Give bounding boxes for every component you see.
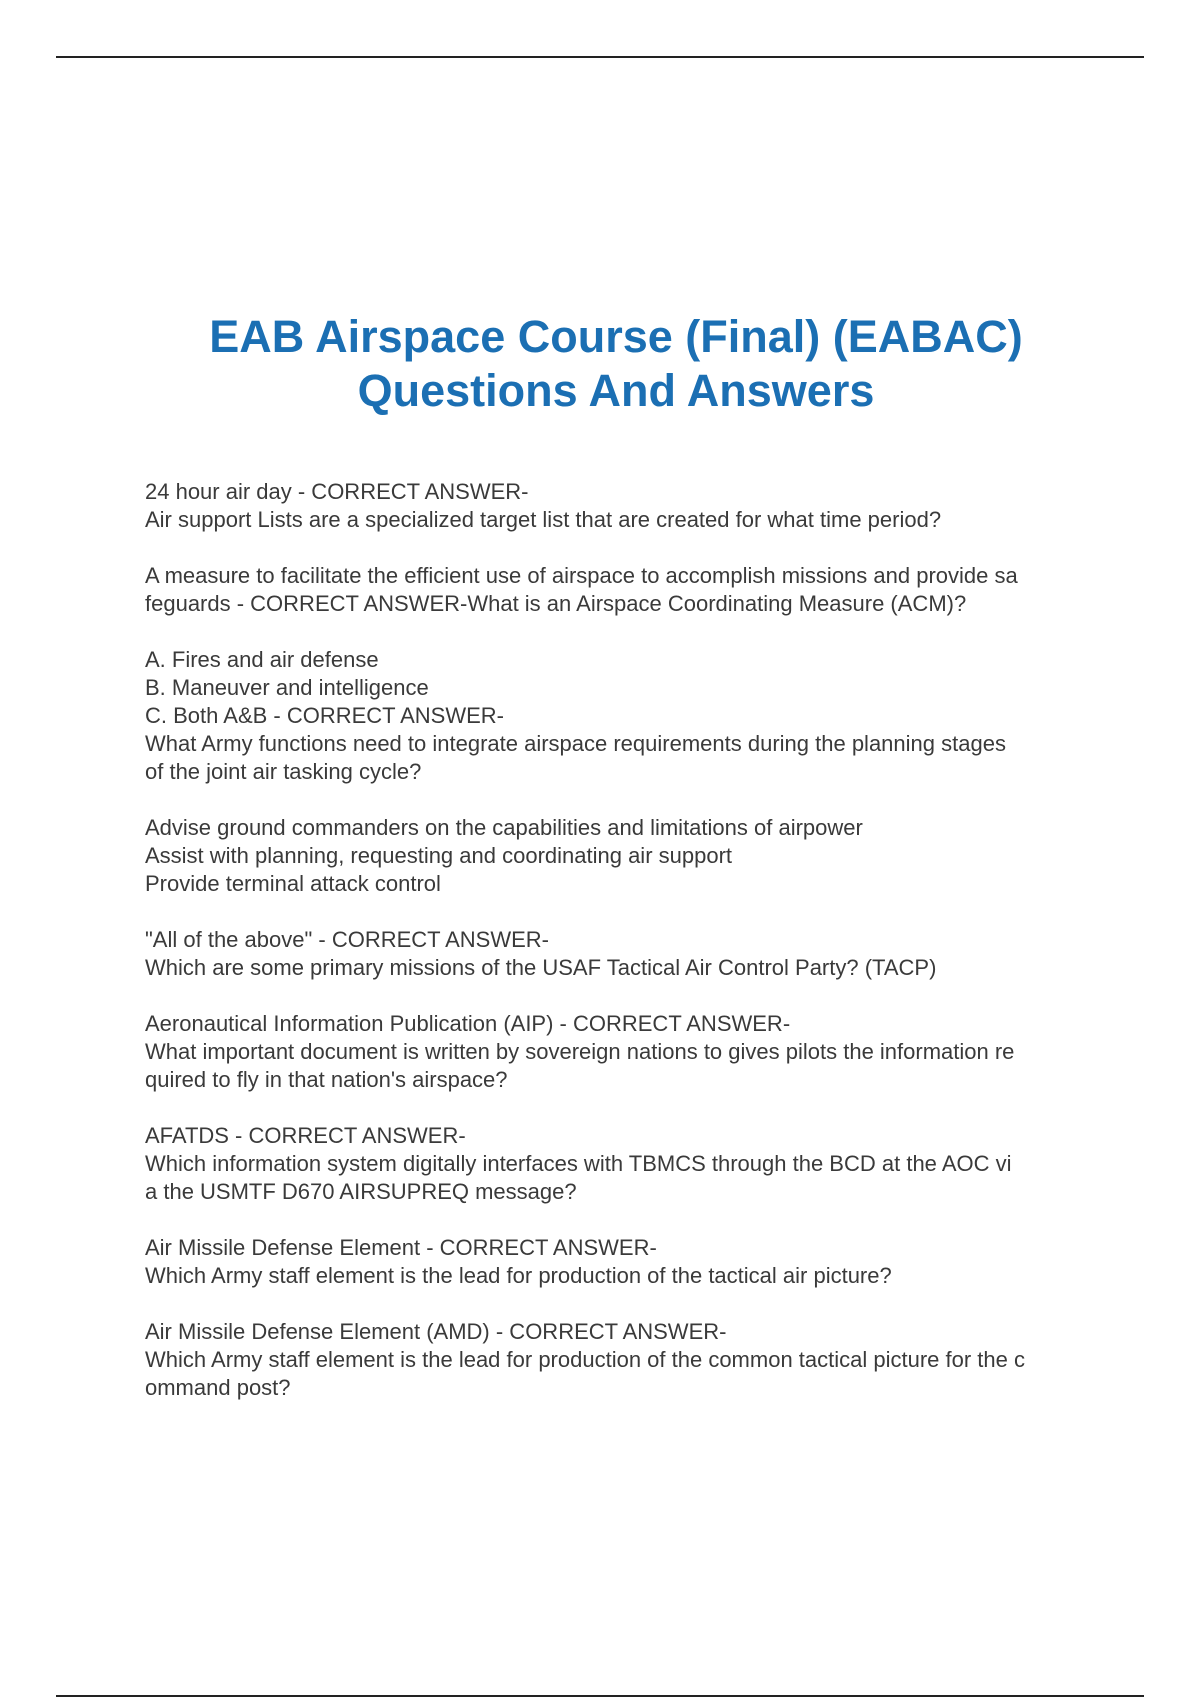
qa-line: Aeronautical Information Publication (AIP) - CORRECT ANSWER- [145, 1011, 791, 1036]
qa-line: B. Maneuver and intelligence [145, 675, 429, 700]
document-title [0, 310, 1200, 418]
qa-entry [145, 814, 1090, 898]
qa-line: Assist with planning, requesting and coordinating air support [145, 843, 733, 868]
qa-line: Which information system digitally interfaces with TBMCS through the BCD at the AOC vi [145, 1151, 1012, 1176]
qa-line: Air Missile Defense Element - CORRECT ANSWER- [145, 1235, 657, 1260]
qa-entry [145, 1122, 1090, 1206]
qa-line: ommand post? [145, 1375, 291, 1400]
qa-line: Air Missile Defense Element (AMD) - CORRECT ANSWER- [145, 1319, 727, 1344]
qa-line: A. Fires and air defense [145, 647, 379, 672]
qa-line: Air support Lists are a specialized target list that are created for what time period? [145, 507, 942, 532]
title-line-2: Questions And Answers [357, 365, 875, 416]
qa-entry [145, 926, 1090, 982]
qa-entry [145, 646, 1090, 786]
qa-line: Which Army staff element is the lead for production of the tactical air picture? [145, 1263, 892, 1288]
qa-line: What important document is written by sovereign nations to gives pilots the information re [145, 1039, 1015, 1064]
title-line-1: EAB Airspace Course (Final) (EABAC) [209, 311, 1023, 362]
qa-line: A measure to facilitate the efficient use of airspace to accomplish missions and provide sa [145, 563, 1018, 588]
qa-line: Provide terminal attack control [145, 871, 441, 896]
qa-list [145, 478, 1090, 1430]
qa-entry [145, 1234, 1090, 1290]
qa-entry [145, 1318, 1090, 1402]
qa-line: Which are some primary missions of the USAF Tactical Air Control Party? (TACP) [145, 955, 937, 980]
qa-entry [145, 562, 1090, 618]
bottom-rule [56, 1695, 1144, 1697]
qa-line: "All of the above" - CORRECT ANSWER- [145, 927, 549, 952]
qa-line: of the joint air tasking cycle? [145, 759, 422, 784]
qa-line: Advise ground commanders on the capabilities and limitations of airpower [145, 815, 863, 840]
qa-entry [145, 478, 1090, 534]
qa-line: C. Both A&B - CORRECT ANSWER- [145, 703, 505, 728]
qa-line: feguards - CORRECT ANSWER-What is an Airspace Coordinating Measure (ACM)? [145, 591, 967, 616]
qa-line: quired to fly in that nation's airspace? [145, 1067, 508, 1092]
top-rule [56, 56, 1144, 58]
qa-line: AFATDS - CORRECT ANSWER- [145, 1123, 466, 1148]
qa-line: a the USMTF D670 AIRSUPREQ message? [145, 1179, 577, 1204]
qa-line: Which Army staff element is the lead for production of the common tactical picture for the c [145, 1347, 1025, 1372]
qa-entry [145, 1010, 1090, 1094]
qa-line: What Army functions need to integrate airspace requirements during the planning stages [145, 731, 1006, 756]
qa-line: 24 hour air day - CORRECT ANSWER- [145, 479, 529, 504]
